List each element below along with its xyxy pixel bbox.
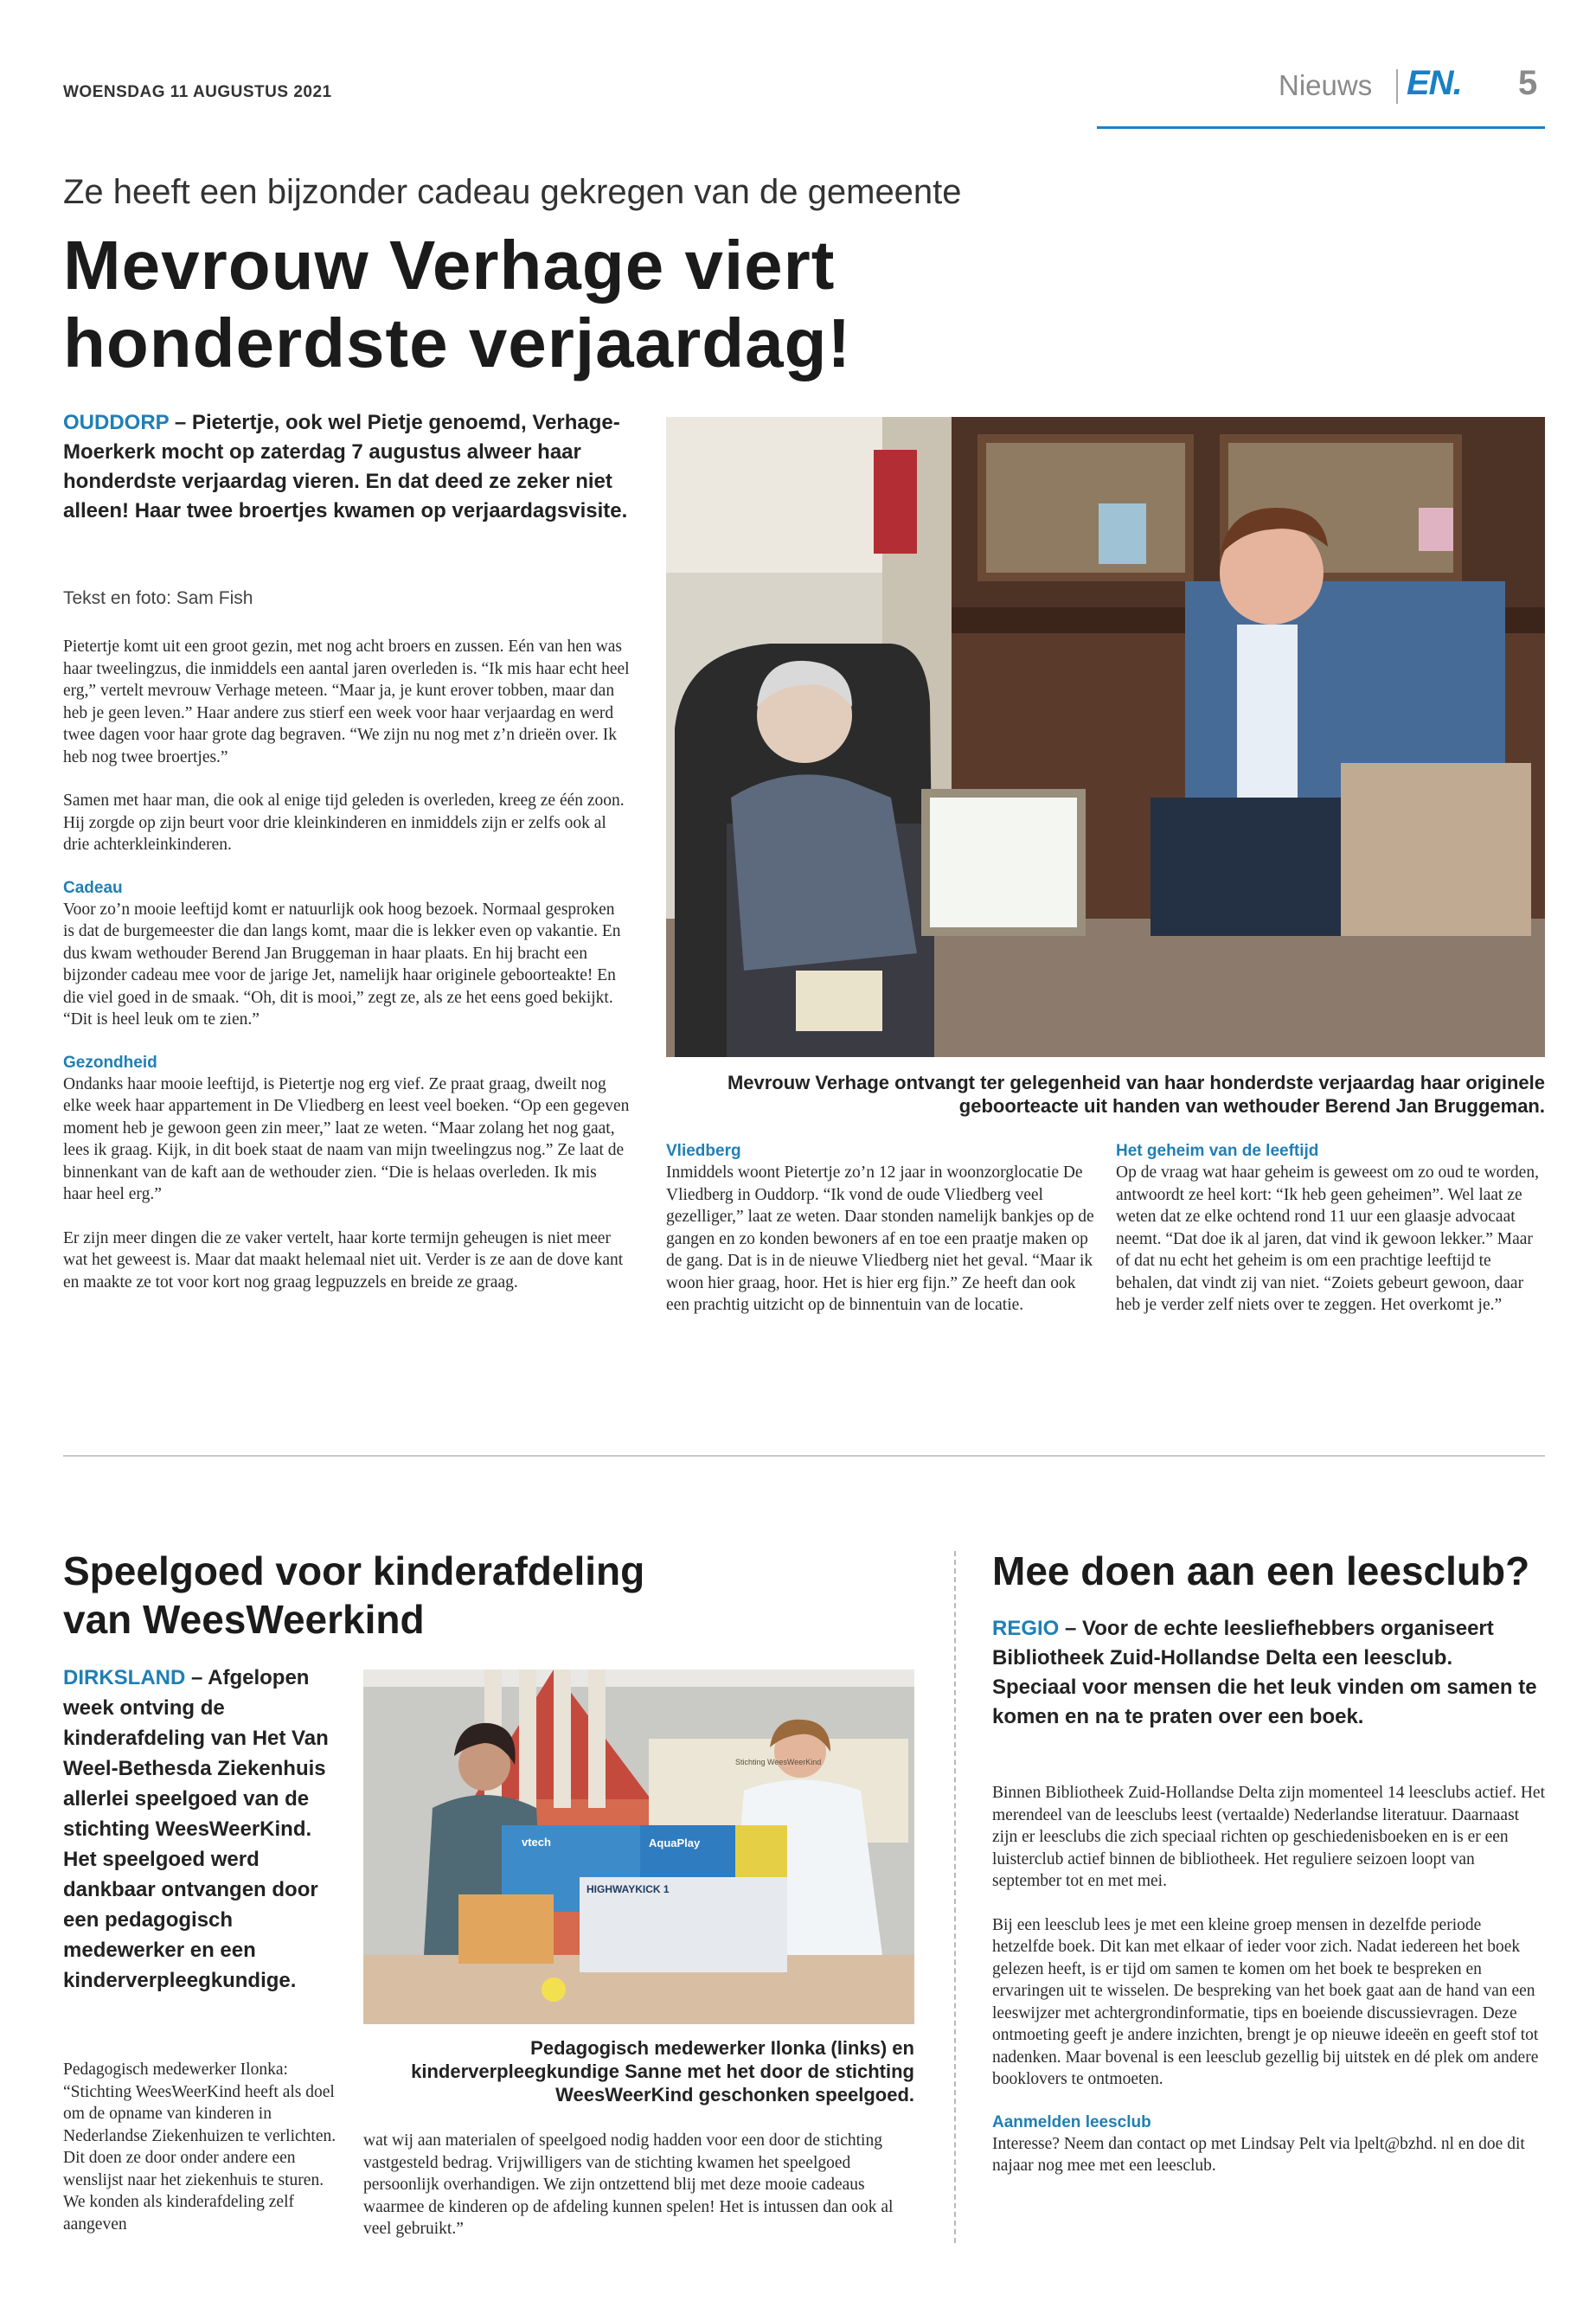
section-label: Nieuws [1279, 69, 1373, 101]
paragraph: Pedagogisch medewerker Ilonka: “Stichting WeesWeerKind heeft als doel om de opname van kinderen in Nederlandse Ziekenhuizen te verlichten. Dit doen ze door onder andere een wenslijst naar het ziekenhuis te sturen. We konden als kinderafdeling zelf aangeven [63, 2061, 337, 2234]
page-number: 5 [1518, 64, 1538, 102]
paragraph: wat wij aan materialen of speelgoed nodig hadden voor een door de stichting vastgesteld bedrag. Vrijwilligers van de stichting kwamen het speelgoed persoonlijk overhandigen. We zijn ontzettend blij met deze mooie cadeaus waarmee de kinderen op de afdeling kunnen spelen! Het is intussen dan ook al veel gebruikt.” [363, 2131, 894, 2238]
photo-caption: Mevrouw Verhage ontvangt ter gelegenheid van haar honderdste verjaardag haar originele geboorteacte uit handen van wethouder Berend Jan Bruggeman. [727, 1072, 1545, 1117]
photo-illustration [666, 417, 1545, 1057]
section-divider [63, 1455, 1545, 1457]
article-headline [63, 227, 1015, 382]
paragraph: Ondanks haar mooie leeftijd, is Pietertje nog erg vief. Ze praat graag, dweilt nog elke week haar appartement in De Vliedberg en leest veel boeken. “Op een gegeven moment heb je gewoon geen zin meer,” laat ze weten. “Maar zolang het nog gaat, lees ik graag. Kijk, in dit boek staat de naam van mijn tweelingzus nog.” Ze laat de binnenkant van de kaft aan de wethouder zien. “Die is helaas overleden. Ik mis haar heel erg.” [63, 1074, 630, 1203]
newspaper-logo: EN. [1407, 64, 1462, 102]
paragraph: Inmiddels woont Pietertje zo’n 12 jaar in woonzorglocatie De Vliedberg in Ouddorp. “Ik vond de oude Vliedberg veel gezelliger,” laat ze weten. Daar stonden namelijk bankjes op de gangen en zo konden bewoners af en toe een praatje maken op de gang. Dat is in de nieuwe Vliedberg niet het geval. “Maar ik woon hier graag, hoor. Het is hier erg fijn.” Ze heeft dan ook een prachtig uitzicht op de binnentuin van de locatie. [666, 1163, 1094, 1314]
paragraph: Pietertje komt uit een groot gezin, met nog acht broers en zussen. Eén van hen was haar tweelingzus, die inmiddels een aantal jaren overleden is. “Ik mis haar echt heel erg,” vertelt mevrouw Verhage meteen. “Maar ja, je kunt erover tobben, maar dan heb je geen leven.” Haar andere zus stierf een week voor haar verjaardag en werd twee dagen voor haar grote dag begraven. “We zijn nu nog met z’n drieën over. Ik heb nog twee broertjes.” [63, 638, 630, 766]
leesclub-headline: Mee doen aan een leesclub? [992, 1548, 1530, 1593]
headline-line-1: Mevrouw Verhage viert [63, 227, 836, 304]
subheading-cadeau: Cadeau [63, 878, 123, 897]
article-column-middle [666, 1141, 1094, 1338]
subheading-aanmelden: Aanmelden leesclub [992, 2112, 1151, 2131]
article-column-left [63, 636, 630, 1315]
paragraph: Samen met haar man, die ook al enige tijd geleden is overleden, kreeg ze één zoon. Hij zorgde op zijn beurt voor drie kleinkinderen en inmiddels zijn er zelfs ook al drie achterkleinkinderen. [63, 792, 625, 854]
article-lead [63, 408, 638, 526]
paragraph: Binnen Bibliotheek Zuid-Hollandse Delta zijn momenteel 14 leesclubs actief. Het merendeel van de leesclubs leest (vertaalde) Nederlandse literatuur. Daarnaast zijn er leesclubs die zich speciaal richten op geschiedenisboeken en is er een luisterclub actief binnen de bibliotheek. Het reguliere seizoen loopt van september tot en met mei. [992, 1784, 1545, 1890]
subheading-gezondheid: Gezondheid [63, 1053, 157, 1072]
dateline: DIRKSLAND [63, 1666, 186, 1689]
dateline: REGIO [992, 1617, 1060, 1640]
subheading-geheim: Het geheim van de leeftijd [1116, 1142, 1319, 1160]
paragraph: Er zijn meer dingen die ze vaker vertelt, haar korte termijn geheugen is niet meer wat het geweest is. Maar dat maakt helemaal niet uit. Verder is ze aan de dove kant en maakte ze tot voor kort nog graag legpuzzels en breide ze graag. [63, 1228, 624, 1292]
paragraph: Bij een leesclub lees je met een kleine groep mensen in dezelfde periode hetzelfde boek. Dit kan met elkaar of ieder voor zich. Nadat iedereen het boek gelezen heeft, is er tijd om samen te komen om het boek te bespreken en ervaringen uit te wisselen. De bespreking van het boek gaat aan de hand van een leeswijzer met achtergrondinformatie, tips en boeiende discussievragen. Deze ontmoeting geeft je andere inzichten, brengt je op nieuwe ideeën en geeft stof tot nadenken. Maar bovenal is een leesclub gezellig bij uitstek en dé plek om andere booklovers te ontmoeten. [992, 1915, 1539, 2088]
header-separator [1396, 69, 1398, 104]
leesclub-lead [992, 1614, 1537, 1732]
speelgoed-headline-line-2: van WeesWeerkind [63, 1597, 425, 1642]
issue-date: WOENSDAG 11 AUGUSTUS 2021 [63, 83, 332, 101]
stichting-poster-label: Stichting WeesWeerKind [735, 1758, 822, 1766]
lead-text: – Pietertje, ook wel Pietje genoemd, Verhage-Moerkerk mocht op zaterdag 7 augustus alweer haar honderdste verjaardag vieren. En dat deed ze zeker niet alleen! Haar twee broertjes kwamen op verjaardagsvisite. [63, 411, 628, 522]
lead-text: – Voor de echte leesliefhebbers organiseert Bibliotheek Zuid-Hollandse Delta een leesclub. Speciaal voor mensen die het leuk vinden om samen te komen en na te praten over een boek. [992, 1617, 1537, 1728]
column-divider-dashed [954, 1551, 956, 2243]
photo-illustration [363, 1670, 914, 2024]
toy-box-label-highwaykick: HIGHWAYKICK 1 [586, 1883, 670, 1895]
article-kicker: Ze heeft een bijzonder cadeau gekregen van de gemeente [63, 173, 962, 211]
speelgoed-column-right [363, 2130, 914, 2262]
speelgoed-column-left [63, 2059, 344, 2257]
speelgoed-lead [63, 1663, 340, 1996]
paragraph: Interesse? Neem dan contact op met Lindsay Pelt via lpelt@bzhd. nl en doe dit najaar nog mee met een leesclub. [992, 2134, 1525, 2175]
toy-box-label-aquaplay: AquaPlay [649, 1836, 701, 1849]
article-photo [666, 417, 1545, 1057]
speelgoed-photo [363, 1670, 914, 2024]
lead-text: – Afgelopen week ontving de kinderafdeling van Het Van Weel-Bethesda Ziekenhuis allerlei speelgoed van de stichting WeesWeerKind. Het speelgoed werd dankbaar ontvangen door een pedagogisch medewerker en een kinderverpleegkundige. [63, 1666, 329, 1992]
subheading-vliedberg: Vliedberg [666, 1142, 741, 1160]
leesclub-body [992, 1782, 1546, 2199]
byline: Tekst en foto: Sam Fish [63, 588, 253, 608]
speelgoed-headline-line-1: Speelgoed voor kinderafdeling [63, 1548, 645, 1593]
dateline: OUDDORP [63, 411, 170, 434]
toy-box-label-vtech: vtech [522, 1836, 551, 1849]
article-column-right [1116, 1141, 1544, 1338]
paragraph: Op de vraag wat haar geheim is geweest om zo oud te worden, antwoordt ze heel kort: “Ik heb geen geheimen”. Wel laat ze weten dat ze elke ochtend rond 11 uur een glaasje advocaat neemt. “Dat doe ik al jaren, dat vind ik gewoon lekker.” Maar of dat nu echt het geheim is om een prachtige leeftijd te behalen, dat vindt zij van niet. “Zoiets gebeurt gewoon, daar heb je verder zelf niets over te zeggen. Het overkomt je.” [1116, 1163, 1539, 1314]
speelgoed-headline [63, 1547, 669, 1644]
headline-line-2: honderdste verjaardag! [63, 304, 852, 381]
speelgoed-photo-caption: Pedagogisch medewerker Ilonka (links) en kinderverpleegkundige Sanne met het door de stichting WeesWeerKind geschonken speelgoed. [411, 2037, 914, 2106]
paragraph: Voor zo’n mooie leeftijd komt er natuurlijk ook hoog bezoek. Normaal gesproken is dat de burgemeester die dan langs komt, maar die is lekker even op vakantie. En dus kwam wethouder Berend Jan Bruggeman in haar plaats. En hij bracht een bijzonder cadeau mee voor de jarige Jet, namelijk haar originele geboorteakte! En die viel goed in de smaak. “Oh, dit is mooi,” zegt ze, als ze het eens goed bekijkt. “Dit is heel leuk om te zien.” [63, 900, 621, 1029]
header-rule [1097, 126, 1545, 129]
